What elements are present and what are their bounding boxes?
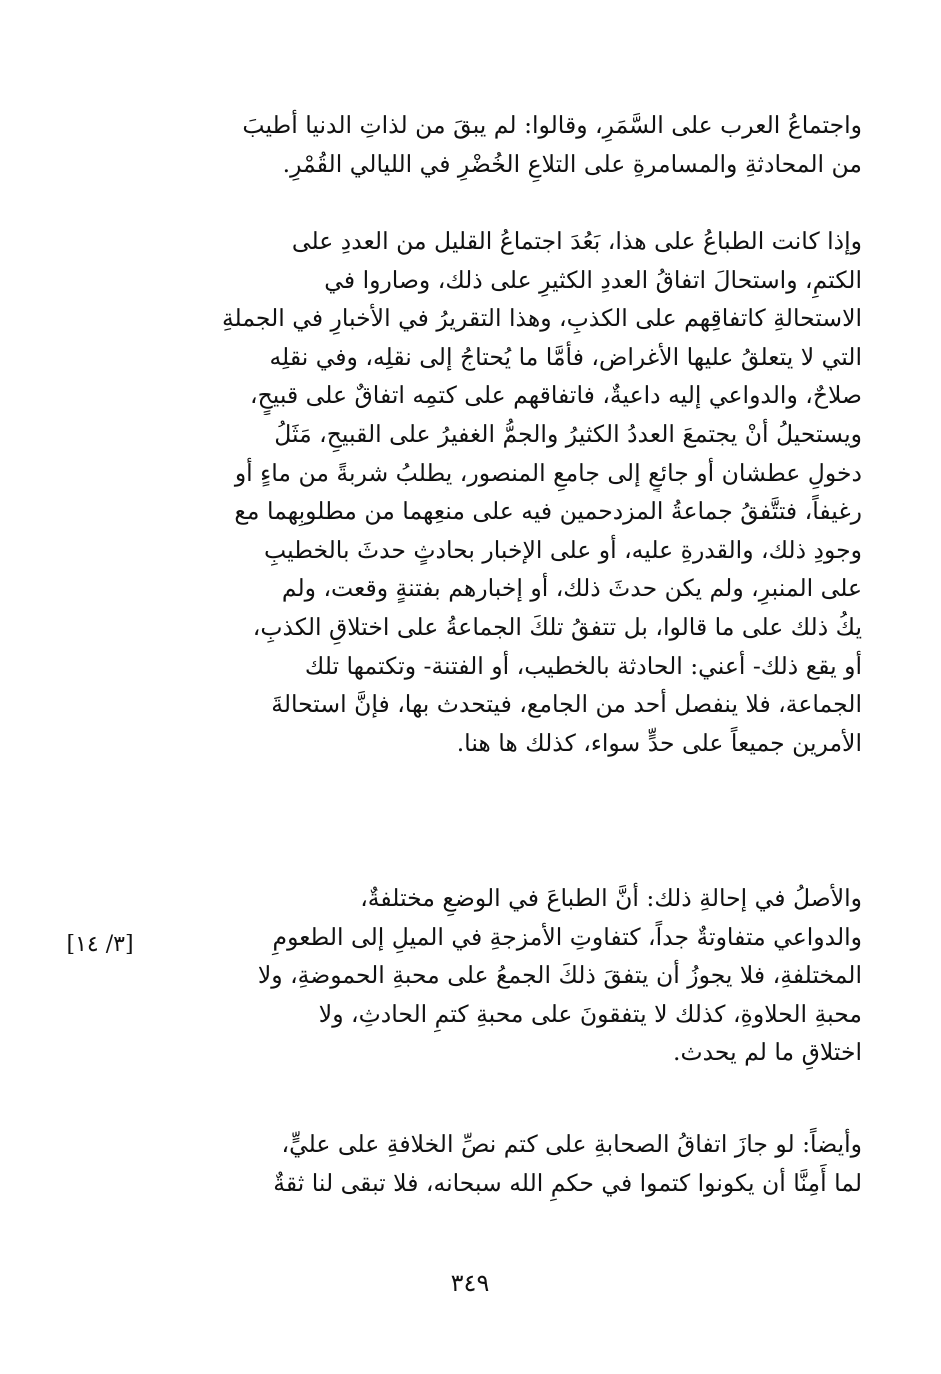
text-line: الاستحالةِ كاتفاقِهم على الكذبِ، وهذا التقريرُ في الأخبارِ في الجملةِ (221, 304, 862, 333)
margin-reference: [٣/ ١٤] (66, 932, 134, 957)
text-line: على المنبرِ، ولم يكن حدثَ ذلك، أو إخبارهم بفتنةٍ وقعت، ولم (281, 574, 862, 603)
text-line: الجماعة، فلا ينفصل أحد من الجامع، فيتحدث بها، فإنَّ استحالةَ (271, 690, 862, 719)
paragraph-4 (160, 1125, 862, 1202)
page-number: ٣٤٩ (450, 1269, 490, 1297)
text-line: محبةِ الحلاوةِ، كذلك لا يتفقونَ على محبةِ كتمِ الحادثِ، ولا (318, 999, 862, 1028)
text-line: وجودِ ذلك، والقدرةِ عليه، أو على الإخبار بحادثٍ حدثَ بالخطيبِ (264, 535, 862, 564)
text-line: التي لا يتعلقُ عليها الأغراض، فأمَّا ما يُحتاجُ إلى نقلِه، وفي نقلِه (269, 342, 862, 371)
text-line: وإذا كانت الطباعُ على هذا، بَعُدَ اجتماعُ القليل من العددِ على (291, 227, 862, 255)
text-line: رغيفاً، فتتَّفقُ جماعةُ المزدحمين فيه على منعِهما من مطلوبِهما مع (234, 497, 862, 526)
text-line: اختلاقِ ما لم يحدث. (673, 1038, 862, 1067)
text-line: المختلفةِ، فلا يجوزُ أن يتفقَ ذلكَ الجمعُ على محبةِ الحموضةِ، ولا (257, 961, 862, 990)
paragraph-2 (160, 222, 862, 762)
text-line: وأيضاً: لو جازَ اتفاقُ الصحابةِ على كتم نصِّ الخلافةِ على عليٍّ، (281, 1130, 862, 1158)
text-line: والدواعي متفاوتةٌ جداً، كتفاوتِ الأمزجةِ في الميلِ إلى الطعومِ (272, 922, 862, 951)
text-line: والأصلُ في إحالةِ ذلك: أنَّ الطباعَ في الوضعِ مختلفةٌ، (360, 884, 862, 912)
text-line: الكتمِ، واستحالَ اتفاقُ العددِ الكثيرِ على ذلك، وصاروا في (324, 265, 862, 294)
text-line: أو يقع ذلك- أعني: الحادثة بالخطيب، أو الفتنة- وتكتمها تلك (304, 651, 862, 680)
paragraph-1 (160, 106, 862, 183)
text-line: لما أَمِنَّا أن يكونوا كتموا في حكمِ الله سبحانه، فلا تبقى لنا ثقةٌ (273, 1168, 862, 1197)
text-line: الأمرين جميعاً على حدٍّ سواء، كذلك ها هنا. (456, 728, 862, 757)
paragraph-3 (160, 879, 862, 1072)
text-line: صلاحٌ، والدواعي إليه داعيةٌ، فاتفاقهم على كتمِه اتفاقٌ على قبيحٍ، (250, 381, 862, 410)
text-line: دخولِ عطشان أو جائعٍ إلى جامعِ المنصور، يطلبُ شربةً من ماءٍ أو (234, 458, 862, 487)
text-line: يكُ ذلك على ما قالوا، بل تتفقُ تلكَ الجماعةُ على اختلاقِ الكذبِ، (252, 612, 862, 641)
text-line: واجتماعُ العرب على السَّمَرِ، وقالوا: لم يبقَ من لذاتِ الدنيا أطيبَ (242, 111, 862, 139)
text-line: من المحادثةِ والمسامرةِ على التلاعِ الخُضْرِ في الليالي القُمْرِ. (282, 149, 862, 178)
text-line: ويستحيلُ أنْ يجتمعَ العددُ الكثيرُ والجمُّ الغفيرُ على القبيحِ، مَثَلُ (274, 419, 862, 448)
